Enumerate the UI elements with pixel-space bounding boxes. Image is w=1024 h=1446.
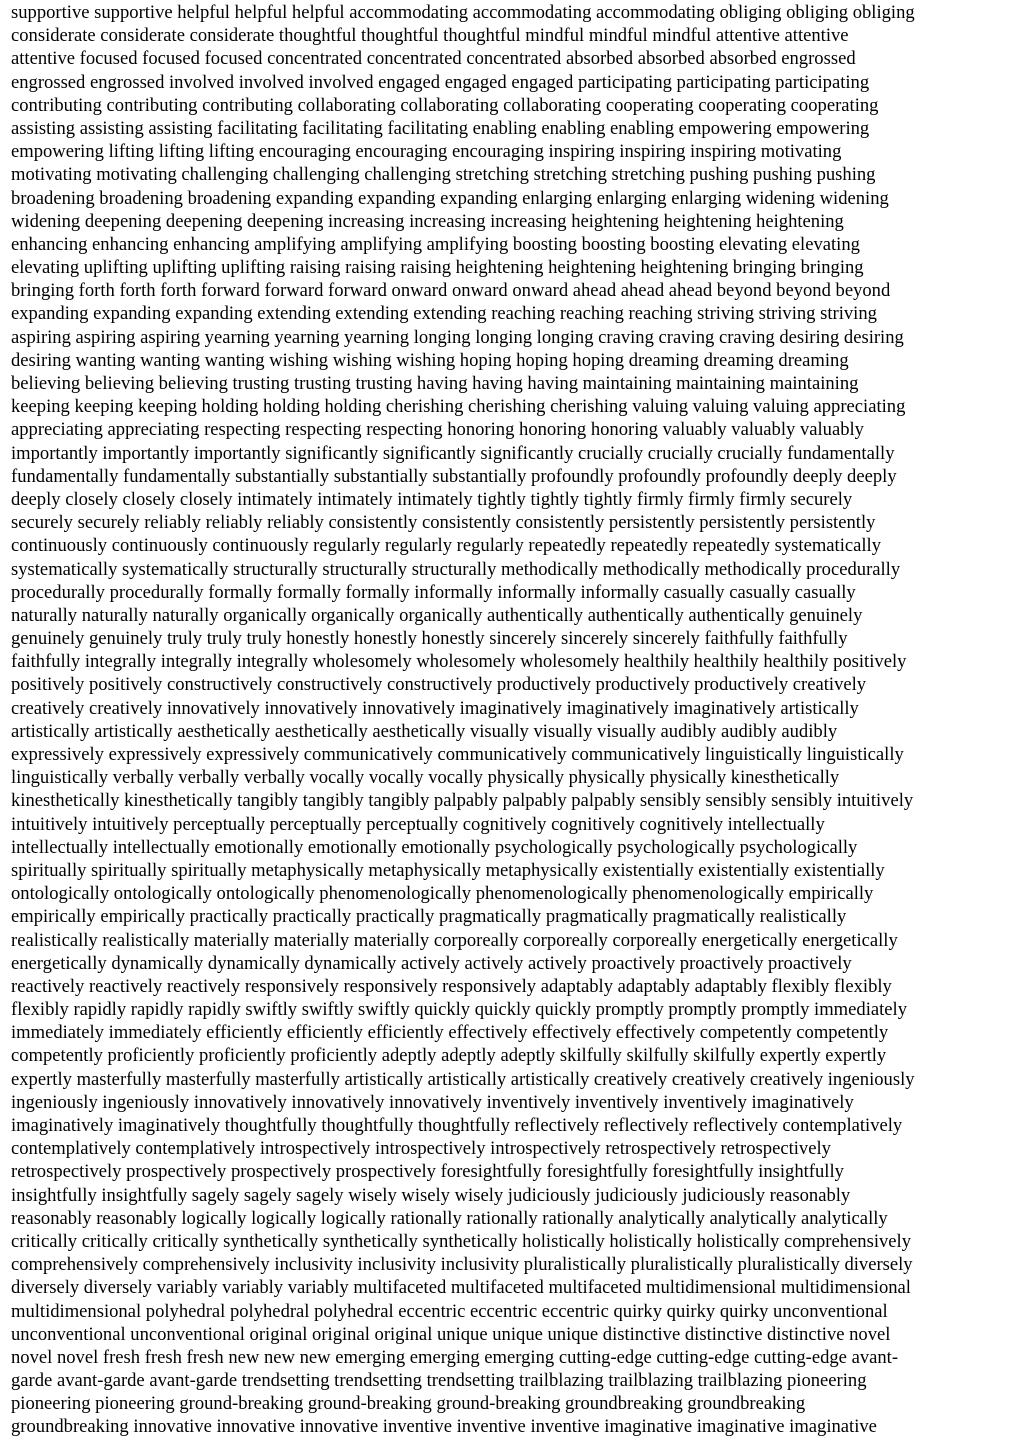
text-line-10: widening deepening deepening deepening increasing increasing increasing heightening heightening heightening <box>11 210 844 232</box>
text-line-31: creatively creatively innovatively innovatively innovatively imaginatively imaginatively imaginatively artistically <box>11 697 859 719</box>
text-line-32: artistically artistically aesthetically aesthetically aesthetically visually visually visually audibly audibly audibly <box>11 720 838 742</box>
text-line-17: believing believing believing trusting trusting trusting having having having maintaining maintaining maintaining <box>11 373 859 394</box>
text-line-35: kinesthetically kinesthetically tangibly tangibly tangibly palpably palpably palpably sensibly sensibly sensibly intuitively <box>11 790 914 812</box>
text-line-55: comprehensively comprehensively inclusivity inclusivity inclusivity pluralistically pluralistically pluralistically diversely <box>11 1254 913 1276</box>
text-line-1: supportive supportive helpful helpful helpful accommodating accommodating accommodating obliging obliging obliging <box>11 2 915 23</box>
text-line-13: bringing forth forth forth forward forward forward onward onward onward ahead ahead ahead beyond beyond beyond <box>11 280 891 302</box>
text-line-52: insightfully insightfully sagely sagely sagely wisely wisely wisely judiciously judiciously judiciously reasonably <box>11 1184 851 1206</box>
text-line-19: appreciating appreciating respecting respecting respecting honoring honoring honoring valuably valuably valuably <box>11 419 864 441</box>
text-line-30: positively positively constructively constructively constructively productively productively productively creatively <box>11 674 867 696</box>
text-line-6: assisting assisting assisting facilitating facilitating facilitating enabling enabling enabling empowering empowering <box>11 117 870 139</box>
text-line-59: novel novel fresh fresh fresh new new new emerging emerging emerging cutting-edge cutting-edge cutting-edge avant- <box>11 1346 899 1368</box>
text-line-33: expressively expressively expressively communicatively communicatively communicatively linguistically linguistically <box>11 744 904 765</box>
text-line-25: systematically systematically structurally structurally structurally methodically methodically methodically procedurally <box>11 558 901 580</box>
text-line-18: keeping keeping keeping holding holding holding cherishing cherishing cherishing valuing valuing valuing appreciating <box>11 396 906 418</box>
text-line-15: aspiring aspiring aspiring yearning yearning yearning longing longing longing craving craving craving desiring desiring <box>11 326 904 348</box>
text-line-8: motivating motivating challenging challenging challenging stretching stretching stretching pushing pushing pushing <box>11 164 876 186</box>
text-line-54: critically critically critically synthetically synthetically synthetically holistically holistically holistically comprehensively <box>11 1230 911 1252</box>
text-line-2: considerate considerate considerate thoughtful thoughtful thoughtful mindful mindful mindful attentive attentive <box>11 25 849 47</box>
text-line-9: broadening broadening broadening expanding expanding expanding enlarging enlarging enlarging widening widening <box>11 187 889 209</box>
text-line-58: unconventional unconventional original original original unique unique unique distinctive distinctive distinctive novel <box>11 1323 891 1345</box>
text-line-53: reasonably reasonably logically logically logically rationally rationally rationally analytically analytically analytically <box>11 1207 888 1229</box>
text-line-4: engrossed engrossed involved involved involved engaged engaged engaged participating participating participating <box>11 71 870 93</box>
text-line-60: garde avant-garde avant-garde trendsetting trendsetting trendsetting trailblazing trailblazing trailblazing pioneering <box>11 1370 867 1392</box>
text-line-40: empirically empirically practically practically practically pragmatically pragmatically pragmatically realistically <box>11 906 847 928</box>
text-line-36: intuitively intuitively perceptually perceptually perceptually cognitively cognitively cognitively intellectually <box>11 813 825 835</box>
text-line-45: immediately immediately efficiently efficiently efficiently effectively effectively effectively competently competently <box>11 1022 889 1044</box>
text-line-27: naturally naturally naturally organically organically organically authentically authentically authentically genuinely <box>11 604 863 626</box>
text-line-26: procedurally procedurally formally formally formally informally informally informally casually casually casually <box>11 581 856 603</box>
text-line-48: ingeniously ingeniously innovatively innovatively innovatively inventively inventively inventively imaginatively <box>11 1091 854 1113</box>
text-line-56: diversely diversely variably variably variably multifaceted multifaceted multifaceted multidimensional multidimensional <box>11 1277 911 1299</box>
text-line-49: imaginatively imaginatively thoughtfully thoughtfully thoughtfully reflectively reflectively reflectively contemplatively <box>11 1115 903 1136</box>
text-line-44: flexibly rapidly rapidly rapidly swiftly swiftly swiftly quickly quickly quickly promptly promptly promptly immediately <box>11 999 907 1021</box>
text-line-12: elevating uplifting uplifting uplifting raising raising raising heightening heightening heightening bringing bringing <box>11 257 864 279</box>
text-line-42: energetically dynamically dynamically dynamically actively actively actively proactively proactively proactively <box>11 952 852 974</box>
text-line-16: desiring wanting wanting wanting wishing wishing wishing hoping hoping hoping dreaming dreaming dreaming <box>11 349 849 371</box>
text-line-7: empowering lifting lifting lifting encouraging encouraging encouraging inspiring inspiring inspiring motivating <box>11 141 842 163</box>
text-line-14: expanding expanding expanding extending extending extending reaching reaching reaching striving striving striving <box>11 303 877 325</box>
text-line-38: spiritually spiritually spiritually metaphysically metaphysically metaphysically existentially existentially existentially <box>11 859 885 881</box>
text-line-41: realistically realistically materially materially materially corporeally corporeally corporeally energetically energetically <box>11 929 898 951</box>
text-line-57: multidimensional polyhedral polyhedral polyhedral eccentric eccentric eccentric quirky quirky quirky unconventional <box>11 1300 888 1322</box>
text-line-20: importantly importantly importantly significantly significantly significantly crucially crucially crucially fundamentally <box>11 442 895 464</box>
text-line-61: pioneering pioneering ground-breaking ground-breaking ground-breaking groundbreaking groundbreaking <box>11 1393 806 1415</box>
text-line-51: retrospectively prospectively prospectively prospectively foresightfully foresightfully foresightfully insightfully <box>11 1161 844 1183</box>
text-line-34: linguistically verbally verbally verbally vocally vocally vocally physically physically physically kinesthetically <box>11 767 840 789</box>
word-list-text <box>11 1 1016 1439</box>
text-line-46: competently proficiently proficiently proficiently adeptly adeptly adeptly skilfully skilfully skilfully expertly expertly <box>11 1045 887 1067</box>
text-line-11: enhancing enhancing enhancing amplifying amplifying amplifying boosting boosting boosting elevating elevating <box>11 233 860 255</box>
text-line-5: contributing contributing contributing collaborating collaborating collaborating cooperating cooperating cooperating <box>11 94 879 116</box>
text-line-28: genuinely genuinely truly truly truly honestly honestly honestly sincerely sincerely sincerely faithfully faithfully <box>11 628 848 650</box>
text-line-62: groundbreaking innovative innovative innovative inventive inventive inventive imaginative imaginative imaginative <box>11 1416 877 1438</box>
text-line-47: expertly masterfully masterfully masterfully artistically artistically artistically creatively creatively creatively ingeniously <box>11 1068 915 1090</box>
text-line-23: securely securely reliably reliably reliably consistently consistently consistently persistently persistently persistently <box>11 512 876 534</box>
text-line-22: deeply closely closely closely intimately intimately intimately tightly tightly tightly firmly firmly firmly securely <box>11 488 853 510</box>
text-line-43: reactively reactively reactively responsively responsively responsively adaptably adaptably adaptably flexibly flexibly <box>11 975 892 997</box>
text-line-21: fundamentally fundamentally substantially substantially substantially profoundly profoundly profoundly deeply deeply <box>11 465 897 487</box>
text-line-3: attentive focused focused focused concentrated concentrated concentrated absorbed absorbed absorbed engrossed <box>11 48 856 70</box>
text-line-24: continuously continuously continuously regularly regularly regularly repeatedly repeatedly repeatedly systematically <box>11 535 882 557</box>
text-line-29: faithfully integrally integrally integrally wholesomely wholesomely wholesomely healthily healthily healthily positively <box>11 651 907 673</box>
text-line-50: contemplatively contemplatively introspectively introspectively introspectively retrospectively retrospectively <box>11 1138 831 1160</box>
text-line-37: intellectually intellectually emotionally emotionally emotionally psychologically psychologically psychologically <box>11 836 858 858</box>
text-line-39: ontologically ontologically ontologically phenomenologically phenomenologically phenomenologically empirically <box>11 883 874 905</box>
